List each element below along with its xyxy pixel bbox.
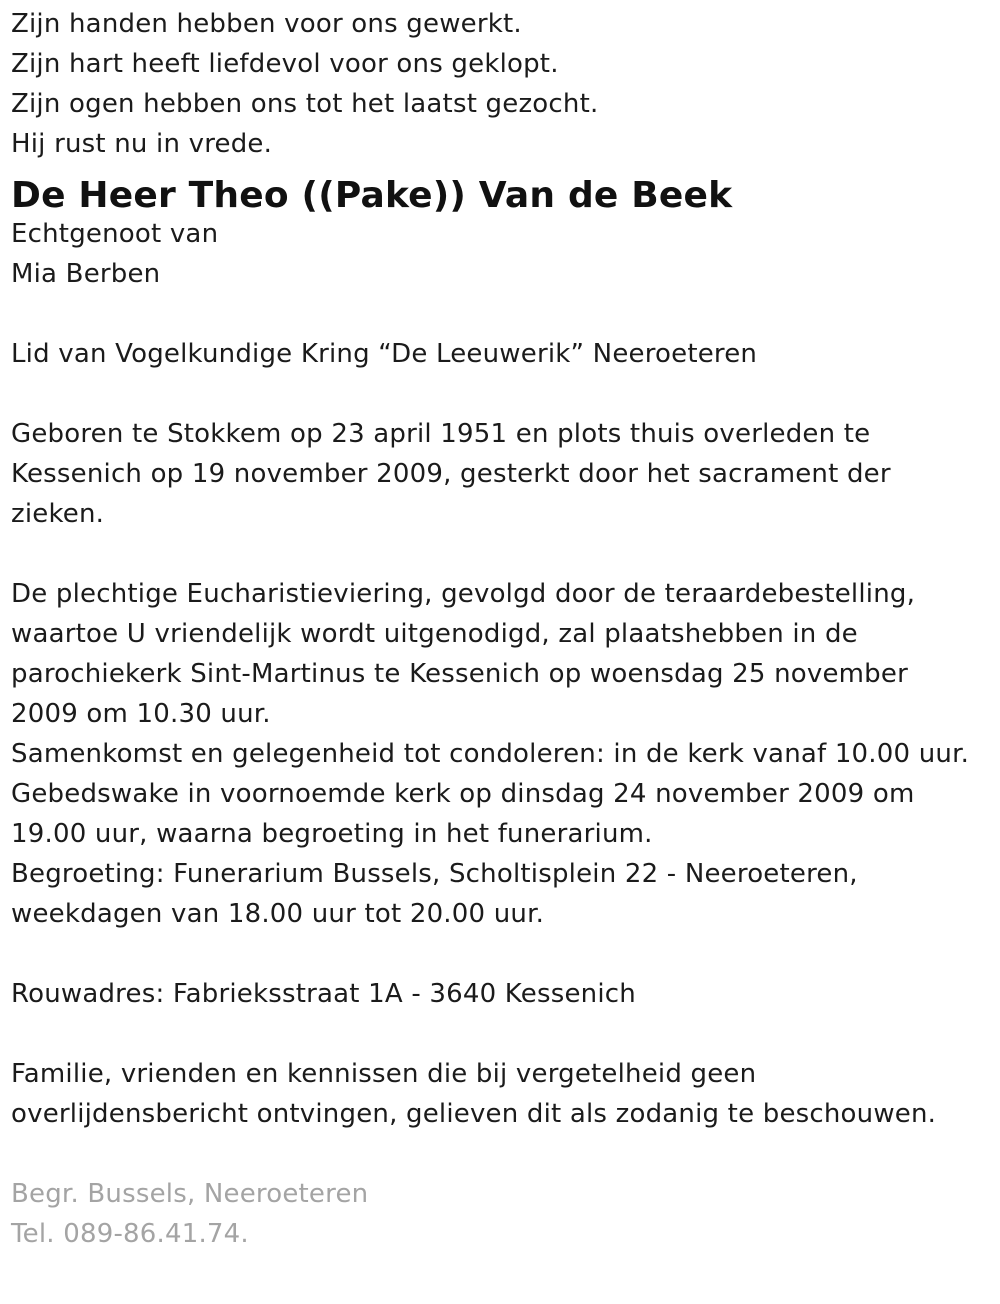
text-line: waartoe U vriendelijk wordt uitgenodigd, zal plaatshebben in de — [11, 619, 858, 649]
text-line: Kessenich op 19 november 2009, gesterkt door het sacrament der — [11, 459, 891, 489]
poem — [11, 4, 991, 164]
funeral-home: Begr. Bussels, Neeroeteren — [11, 1179, 369, 1209]
ceremony-info — [11, 574, 991, 934]
spacer — [11, 1014, 991, 1054]
text-line: zieken. — [11, 499, 105, 529]
text-line: overlijdensbericht ontvingen, gelieven dit als zodanig te beschouwen. — [11, 1099, 937, 1129]
text-line: weekdagen van 18.00 uur tot 20.00 uur. — [11, 899, 545, 929]
poem-line: Hij rust nu in vrede. — [11, 129, 273, 159]
poem-line: Zijn hart heeft liefdevol voor ons geklopt. — [11, 49, 559, 79]
spacer — [11, 374, 991, 414]
text-line: Samenkomst en gelegenheid tot condoleren: in de kerk vanaf 10.00 uur. — [11, 739, 970, 769]
text-line: Begroeting: Funerarium Bussels, Scholtisplein 22 - Neeroeteren, — [11, 859, 858, 889]
text-line: Familie, vrienden en kennissen die bij vergetelheid geen — [11, 1059, 757, 1089]
spacer — [11, 1134, 991, 1174]
spacer — [11, 534, 991, 574]
text-line: Gebedswake in voornoemde kerk op dinsdag 24 november 2009 om — [11, 779, 915, 809]
spouse-name: Mia Berben — [11, 259, 161, 289]
poem-line: Zijn ogen hebben ons tot het laatst gezocht. — [11, 89, 599, 119]
phone-number: Tel. 089-86.41.74. — [11, 1219, 249, 1249]
spacer — [11, 294, 991, 334]
spouse-label: Echtgenoot van — [11, 219, 219, 249]
text-line: De plechtige Eucharistieviering, gevolgd door de teraardebestelling, — [11, 579, 916, 609]
text-line: Geboren te Stokkem op 23 april 1951 en plots thuis overleden te — [11, 419, 871, 449]
mourning-address: Rouwadres: Fabrieksstraat 1A - 3640 Kessenich — [11, 979, 636, 1009]
text-line: 19.00 uur, waarna begroeting in het funerarium. — [11, 819, 653, 849]
poem-line: Zijn handen hebben voor ons gewerkt. — [11, 9, 522, 39]
membership: Lid van Vogelkundige Kring “De Leeuwerik” Neeroeteren — [11, 339, 758, 369]
text-line: 2009 om 10.30 uur. — [11, 699, 271, 729]
spacer — [11, 934, 991, 974]
birth-death-info — [11, 414, 991, 534]
deceased-name: De Heer Theo ((Pake)) Van de Beek — [11, 175, 733, 216]
obituary-notice — [11, 4, 991, 1254]
text-line: parochiekerk Sint-Martinus te Kessenich op woensdag 25 november — [11, 659, 908, 689]
footer — [11, 1174, 991, 1254]
family-notice — [11, 1054, 991, 1134]
